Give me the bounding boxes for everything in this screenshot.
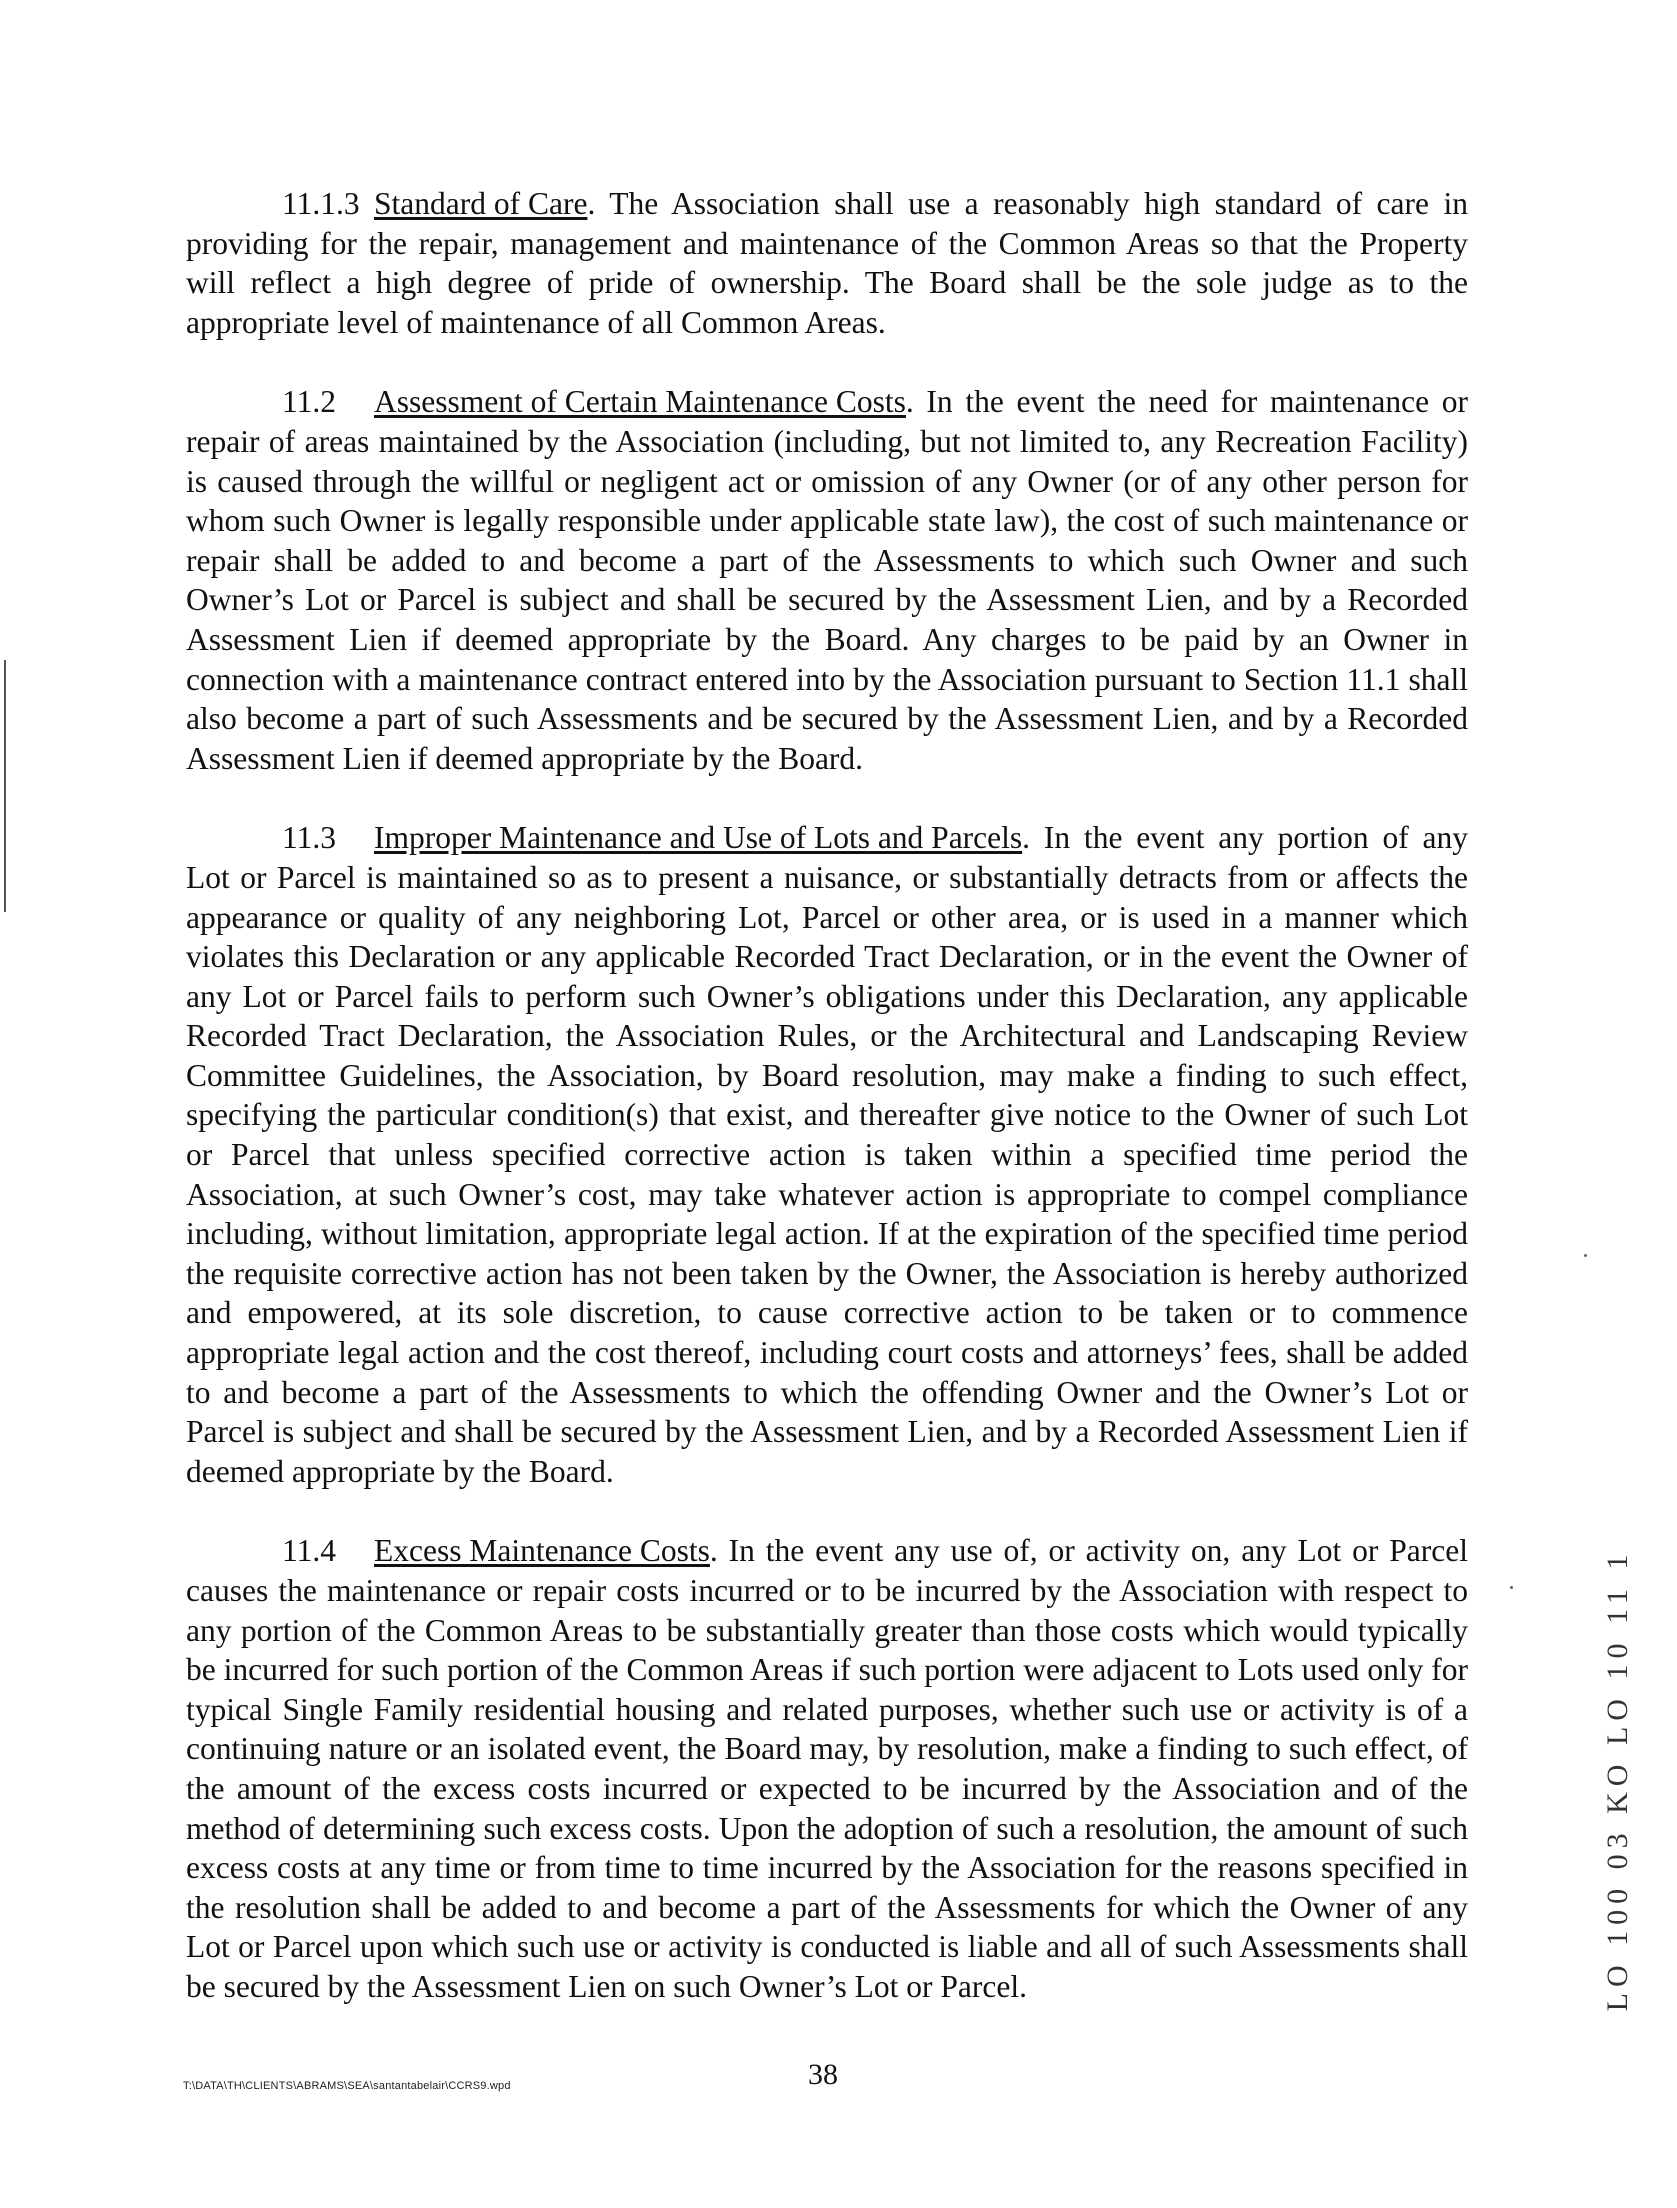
section-number: 11.1.3: [282, 186, 360, 221]
side-stamp-text: LO 100 03 KO LO 10 11 1: [1601, 1548, 1634, 2012]
section-heading: Excess Maintenance Costs: [374, 1533, 710, 1569]
section-11-4: [186, 1531, 1468, 2006]
section-number: 11.4: [282, 1533, 336, 1569]
footer-file-path: T:\DATA\TH\CLIENTS\ABRAMS\SEA\santantabelair\CCRS9.wpd: [183, 2080, 511, 2092]
scan-speck: [1584, 1254, 1587, 1257]
section-heading: Standard of Care: [374, 186, 588, 221]
section-number: 11.2: [282, 384, 336, 420]
section-number: 11.3: [282, 820, 336, 856]
section-text: . In the event any portion of any Lot or Parcel is maintained so as to present a nuisance, or substantially detracts from or affects the appearance or quality of any neighboring Lot, Parcel or other area, or is used in a manner which violates this Declaration or any applicable Recorded Tract Declaration, or in the event the Owner of any Lot or Parcel fails to perform such Owner’s obligations under this Declaration, any applicable Recorded Tract Declaration, the Association Rules, or the Architectural and Landscaping Review Committee Guidelines, the Association, by Board resolution, may make a finding to such effect, specifying the particular condition(s) that exist, and thereafter give notice to the Owner of such Lot or Parcel that unless specified corrective action is taken within a specified time period the Association, at such Owner’s cost, may take whatever action is appropriate to compel compliance including, without limitation, appropriate legal action. If at the expiration of the specified time period the requisite corrective action has not been taken by the Owner, the Association is hereby authorized and empowered, at its sole discretion, to cause corrective action to be taken or to commence appropriate legal action and the cost thereof, including court costs and attorneys’ fees, shall be added to and become a part of the Assessments to which the offending Owner and the Owner’s Lot or Parcel is subject and shall be secured by the Assessment Lien, and by a Recorded Assessment Lien if deemed appropriate by the Board.: [186, 820, 1468, 1489]
section-11-2: [186, 382, 1468, 778]
section-text: . The Association shall use a reasonably high standard of care in providing for the repair, management and maintenance of the Common Areas so that the Property will reflect a high degree of pride of ownership. The Board shall be the sole judge as to the appropriate level of maintenance of all Common Areas.: [186, 186, 1468, 340]
section-text: . In the event any use of, or activity on, any Lot or Parcel causes the maintenance or repair costs incurred or to be incurred by the Association with respect to any portion of the Common Areas to be substantially greater than those costs which would typically be incurred for such portion of the Common Areas if such portion were adjacent to Lots used only for typical Single Family residential housing and related purposes, whether such use or activity is of a continuing nature or an isolated event, the Board may, by resolution, make a finding to such effect, of the amount of the excess costs incurred or expected to be incurred by the Association and of the method of determining such excess costs. Upon the adoption of such a resolution, the amount of such excess costs at any time or from time to time incurred by the Association for the reasons specified in the resolution shall be added to and become a part of the Assessments for which the Owner of any Lot or Parcel upon which such use or activity is conducted is liable and all of such Assessments shall be secured by the Assessment Lien on such Owner’s Lot or Parcel.: [186, 1533, 1468, 2004]
scan-speck: [1510, 1586, 1513, 1589]
margin-revision-bar: [4, 660, 6, 912]
section-11-1-3: [186, 184, 1468, 342]
section-text: . In the event the need for maintenance or repair of areas maintained by the Association (including, but not limited to, any Recreation Facility) is caused through the willful or negligent act or omission of any Owner (or of any other person for whom such Owner is legally responsible under applicable state law), the cost of such maintenance or repair shall be added to and become a part of the Assessments to which such Owner and such Owner’s Lot or Parcel is subject and shall be secured by the Assessment Lien, and by a Recorded Assessment Lien if deemed appropriate by the Board. Any charges to be paid by an Owner in connection with a maintenance contract entered into by the Association pursuant to Section 11.1 shall also become a part of such Assessments and be secured by the Assessment Lien, and by a Recorded Assessment Lien if deemed appropriate by the Board.: [186, 384, 1468, 776]
side-recording-stamp: [1598, 1548, 1638, 2012]
section-heading: Assessment of Certain Maintenance Costs: [374, 384, 906, 420]
page-number: 38: [808, 2058, 838, 2091]
document-body: [186, 184, 1468, 2047]
section-11-3: [186, 818, 1468, 1491]
section-heading: Improper Maintenance and Use of Lots and Parcels: [374, 820, 1023, 856]
